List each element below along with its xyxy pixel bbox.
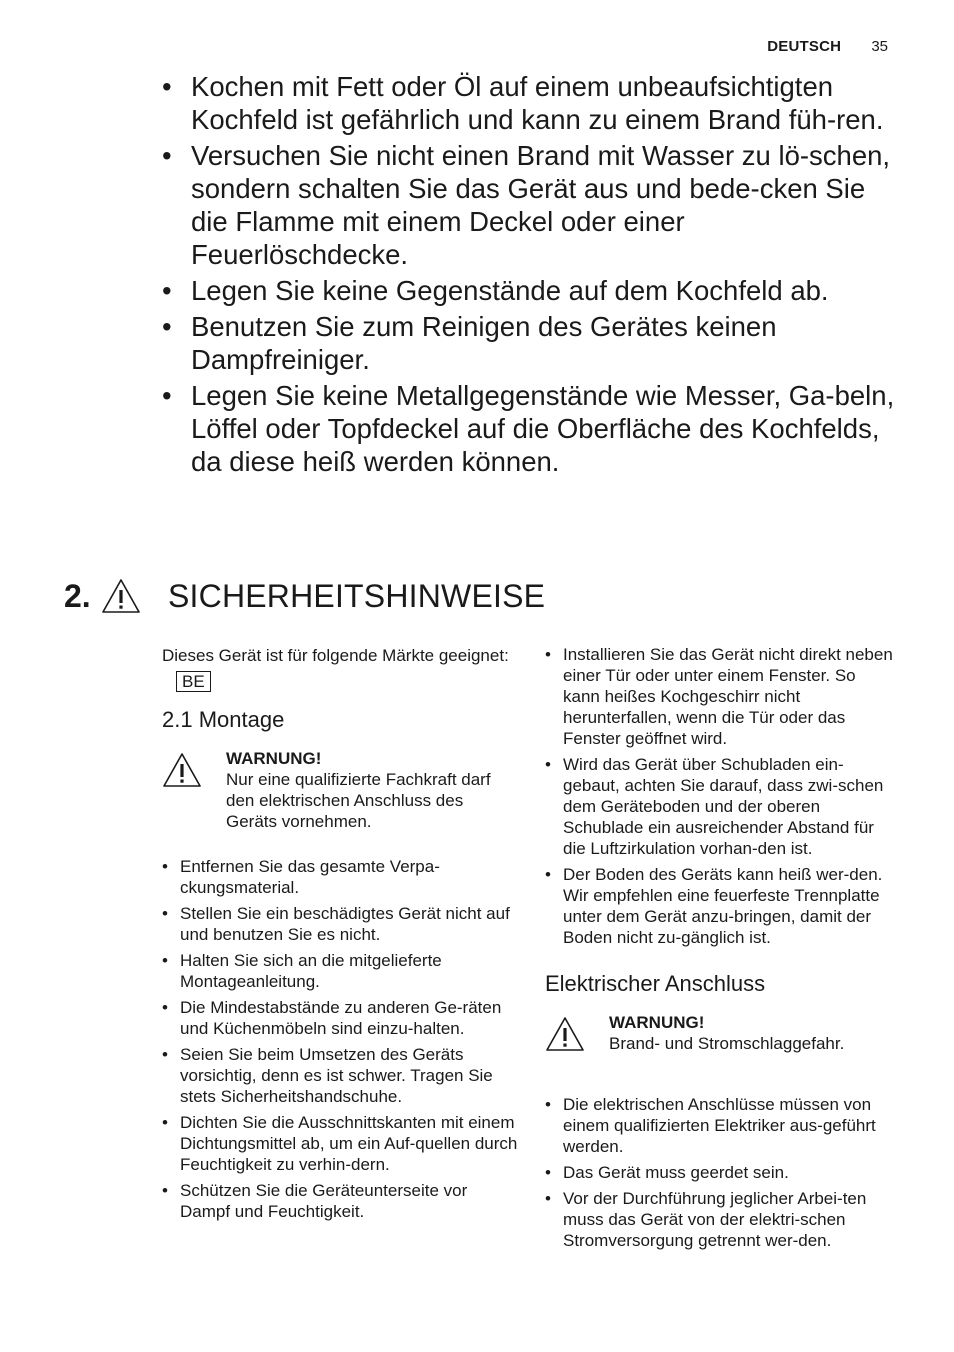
list-item: • Schützen Sie die Geräteunterseite vor Dampf und Feuchtigkeit. xyxy=(162,1180,518,1222)
market-code: BE xyxy=(176,671,211,692)
list-item: • Kochen mit Fett oder Öl auf einem unbeaufsichtigten Kochfeld ist gefährlich und kann zu einem Brand füh-ren. xyxy=(162,70,897,136)
top-bullet-list xyxy=(162,70,897,481)
list-item: • Entfernen Sie das gesamte Verpa-ckungsmaterial. xyxy=(162,856,518,898)
list-item: • Die elektrischen Anschlüsse müssen von einem qualifizierten Elektriker aus-geführt werden. xyxy=(545,1094,897,1157)
list-item: • Installieren Sie das Gerät nicht direkt neben einer Tür oder unter einem Fenster. So kann heißes Kochgeschirr nicht herunterfallen, wenn die Tür oder das Fenster geöffnet wird. xyxy=(545,644,897,749)
montage-list xyxy=(162,856,518,1222)
left-column xyxy=(162,643,518,1227)
warning-text: Brand- und Stromschlaggefahr. xyxy=(609,1034,845,1053)
list-item: • Legen Sie keine Gegenstände auf dem Kochfeld ab. xyxy=(162,274,897,307)
list-item: • Die Mindestabstände zu anderen Ge-räten und Küchenmöbeln sind einzu-halten. xyxy=(162,997,518,1039)
list-item: • Seien Sie beim Umsetzen des Geräts vorsichtig, denn es ist schwer. Tragen Sie stets Sicherheitshandschuhe. xyxy=(162,1044,518,1107)
warning-label: WARNUNG! xyxy=(609,1013,705,1032)
language-label: DEUTSCH xyxy=(767,38,842,55)
right-column xyxy=(545,643,897,1256)
section-heading xyxy=(64,576,884,620)
list-item: • Legen Sie keine Metallgegenstände wie Messer, Ga-beln, Löffel oder Topfdeckel auf die Oberfläche des Kochfelds, da diese heiß werden können. xyxy=(162,379,897,478)
list-item: • Versuchen Sie nicht einen Brand mit Wasser zu lö-schen, sondern schalten Sie das Gerät aus und bede-cken Sie die Flamme mit einem Deckel oder einer Feuerlöschdecke. xyxy=(162,139,897,271)
warning-icon xyxy=(545,1016,585,1057)
subsection-heading-montage: 2.1 Montage xyxy=(162,707,285,732)
elektro-list xyxy=(545,1094,897,1251)
list-item: • Stellen Sie ein beschädigtes Gerät nicht auf und benutzen Sie es nicht. xyxy=(162,903,518,945)
list-item: • Dichten Sie die Ausschnittskanten mit einem Dichtungsmittel ab, um ein Auf-quellen durch Feuchtigkeit zu verhin-dern. xyxy=(162,1112,518,1175)
subsection-heading-elektro: Elektrischer Anschluss xyxy=(545,971,766,996)
montage-list-continued xyxy=(545,644,897,948)
list-item: • Benutzen Sie zum Reinigen des Gerätes keinen Dampfreiniger. xyxy=(162,310,897,376)
list-item: • Wird das Gerät über Schubladen ein-gebaut, achten Sie darauf, dass zwi-schen dem Geräteboden und der oberen Schublade ein ausreichender Abstand für die Luftzirkulation vorhan-den ist. xyxy=(545,754,897,859)
page-header xyxy=(767,38,888,55)
warning-icon xyxy=(101,578,141,619)
section-title: SICHERHEITSHINWEISE xyxy=(168,578,546,614)
intro-paragraph xyxy=(162,643,518,695)
warning-text: Nur eine qualifizierte Fachkraft darf den elektrischen Anschluss des Geräts vornehmen. xyxy=(226,770,491,831)
section-number: 2. xyxy=(64,578,91,614)
intro-text: Dieses Gerät ist für folgende Märkte geeignet: xyxy=(162,646,509,665)
warning-icon xyxy=(162,752,202,793)
warning-box xyxy=(545,1012,897,1072)
page-number: 35 xyxy=(871,38,888,55)
warning-box xyxy=(162,748,518,832)
list-item: • Halten Sie sich an die mitgelieferte Montageanleitung. xyxy=(162,950,518,992)
list-item: • Der Boden des Geräts kann heiß wer-den. Wir empfehlen eine feuerfeste Trennplatte unter dem Gerät anzu-bringen, damit der Boden nicht zu-gänglich ist. xyxy=(545,864,897,948)
list-item: • Vor der Durchführung jeglicher Arbei-ten muss das Gerät von der elektri-schen Stromversorgung getrennt wer-den. xyxy=(545,1188,897,1251)
list-item: • Das Gerät muss geerdet sein. xyxy=(545,1162,897,1183)
warning-label: WARNUNG! xyxy=(226,749,322,768)
